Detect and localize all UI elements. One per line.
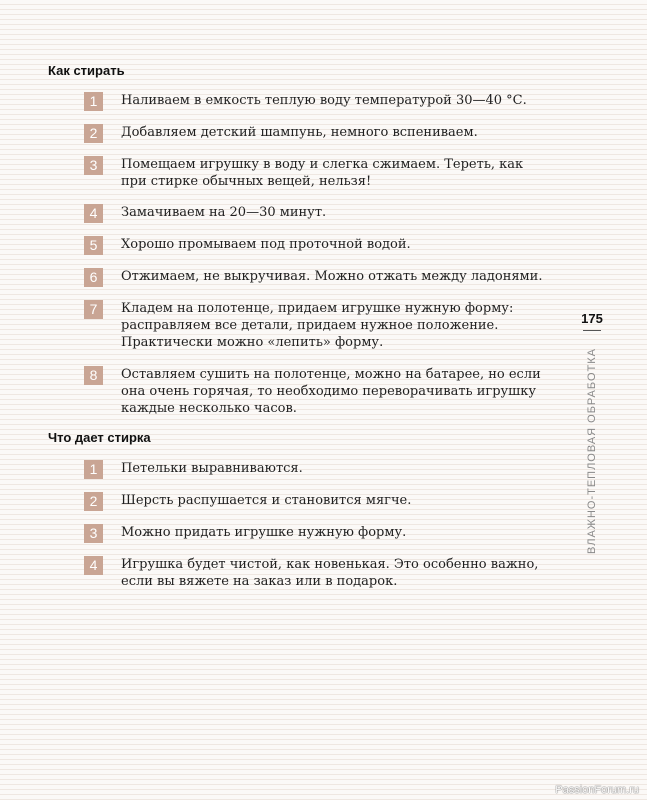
step-text: Отжимаем, не выкручивая. Можно отжать между ладонями. [121,269,543,284]
step-text: Петельки выравниваются. [121,461,303,476]
step-text: Хорошо промываем под проточной водой. [121,237,411,252]
list-item [84,236,554,255]
step-number-badge: 1 [84,460,103,479]
list-item [84,300,554,351]
step-text: Шерсть распушается и становится мягче. [121,493,412,508]
step-number-badge: 6 [84,268,103,287]
list-item [84,124,554,143]
step-text: Добавляем детский шампунь, немного вспениваем. [121,125,478,140]
section-heading-how-to-wash: Как стирать [48,63,125,78]
list-item [84,460,554,479]
list-item [84,268,554,287]
step-number-badge: 2 [84,492,103,511]
page-number-divider [583,330,601,331]
step-text: Кладем на полотенце, придаем игрушке нужную форму: расправляем все детали, придаем нужное положение. Практически можно «лепить» форму. [121,301,514,350]
step-text: Помещаем игрушку в воду и слегка сжимаем. Тереть, как при стирке обычных вещей, нельзя! [121,157,524,189]
list-item [84,492,554,511]
step-text: Наливаем в емкость теплую воду температурой 30—40 °С. [121,93,527,108]
step-number-badge: 7 [84,300,103,319]
step-number-badge: 1 [84,92,103,111]
list-item [84,366,554,417]
list-item [84,524,554,543]
step-number-badge: 4 [84,556,103,575]
chapter-side-title: ВЛАЖНО-ТЕПЛОВАЯ ОБРАБОТКА [586,348,598,554]
list-item [84,156,554,190]
list-item [84,204,554,223]
step-number-badge: 4 [84,204,103,223]
step-number-badge: 3 [84,524,103,543]
page-number: 175 [581,311,603,326]
list-item [84,556,554,590]
watermark: PassionForum.ru [555,784,639,796]
step-text: Оставляем сушить на полотенце, можно на батарее, но если она очень горячая, то необходимо переворачивать игрушку каждые несколько часов. [121,367,541,416]
list-item [84,92,554,111]
step-text: Игрушка будет чистой, как новенькая. Это особенно важно, если вы вяжете на заказ или в подарок. [121,557,539,589]
step-text: Замачиваем на 20—30 минут. [121,205,327,220]
step-text: Можно придать игрушке нужную форму. [121,525,407,540]
step-number-badge: 2 [84,124,103,143]
section-heading-washing-benefits: Что дает стирка [48,430,151,445]
step-number-badge: 8 [84,366,103,385]
step-number-badge: 5 [84,236,103,255]
step-number-badge: 3 [84,156,103,175]
